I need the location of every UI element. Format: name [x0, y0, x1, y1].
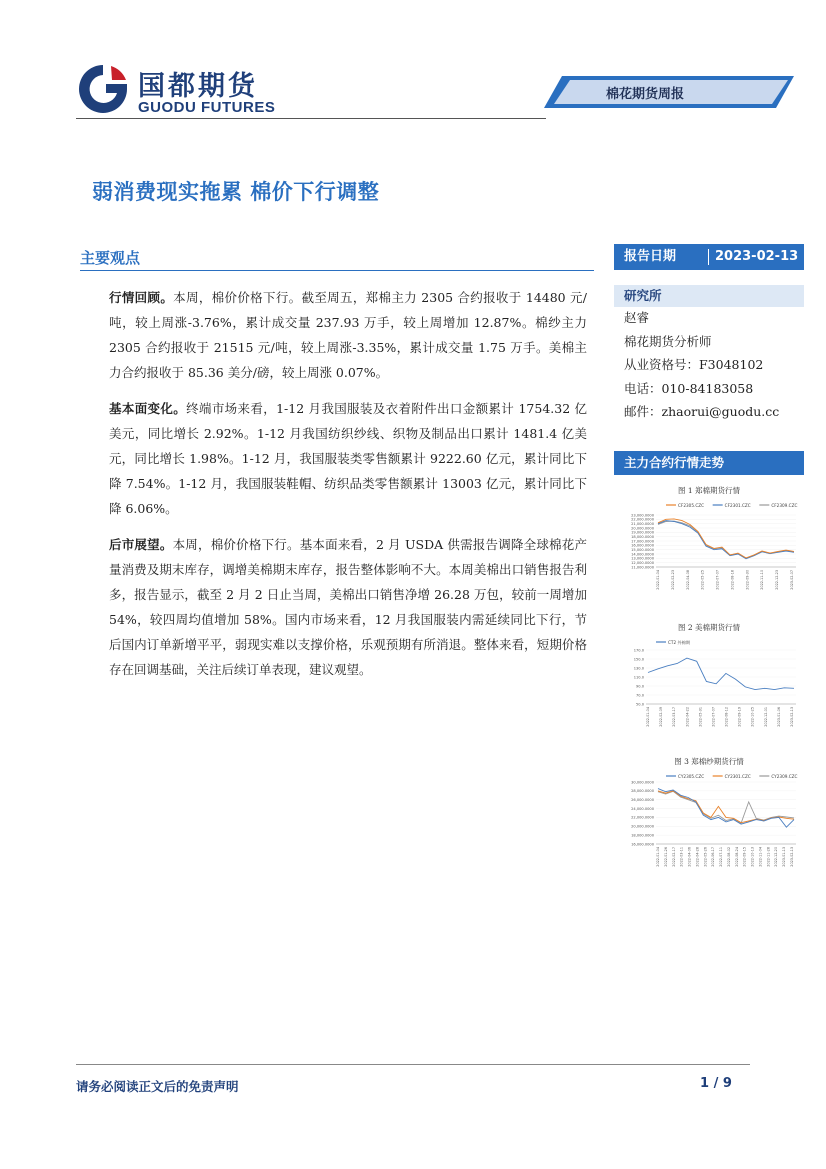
series-line-0 [648, 658, 794, 690]
chart-2-us-cotton [624, 634, 800, 734]
x-tick-label: 2022-05-26 [703, 847, 708, 867]
x-tick-label: 2022-02-17 [671, 847, 676, 867]
paragraph-outlook [109, 532, 587, 682]
date-separator [708, 249, 709, 265]
report-date-value: 2023-02-13 [715, 249, 799, 264]
paragraph-lead: 基本面变化。 [109, 401, 187, 416]
x-tick-label: 2022-01-04 [656, 847, 660, 867]
y-tick-label: 18,000.0000 [631, 833, 654, 838]
y-tick-label: 15,000.0000 [631, 547, 654, 552]
x-tick-label: 2022-02-09 [659, 707, 664, 727]
y-tick-label: 14,000.0000 [631, 552, 654, 557]
x-tick-label: 2022-01-26 [663, 847, 668, 867]
section-heading: 主要观点 [80, 249, 141, 267]
report-date-label: 报告日期 [624, 249, 677, 264]
paragraph-text: 本周，棉价价格下行。基本面来看，2 月 USDA 供需报告调降全球棉花产量消费及期末库存，调增美棉期末库存，报告整体影响不大。本周美棉出口销售报告利多，报告显示，截至 2 月 2 日止当周，美棉出口销售净增 26.28 万包，较前一周增加 54%，较四周均值增加 58%。国内市场来看，12 月我国服装内需延续同比下行，节后国内订单新增平平，弱现实难以支撑价格，乐观预期有所消退。整体来看，短期价格存在回调基础，关注后续订单表现，建议观望。 [109, 537, 587, 677]
y-tick-label: 30,000.0000 [631, 780, 654, 785]
guodu-logo-icon [76, 62, 130, 116]
x-tick-label: 2023-02-07 [790, 570, 794, 590]
x-tick-label: 2022-03-17 [672, 707, 677, 727]
x-tick-label: 2022-05-25 [700, 570, 705, 590]
legend-label: CT2 外棉期 [668, 640, 691, 645]
analyst-email[interactable]: 邮件：zhaorui@guodu.cc [624, 404, 780, 419]
chart-3-cotton-yarn [624, 768, 800, 876]
page-number: 1 / 9 [700, 1076, 732, 1091]
paragraph-fundamentals [109, 396, 587, 521]
chart-3-title: 图 3 郑棉纱期货行情 [674, 757, 744, 766]
y-tick-label: 20,000.0000 [631, 824, 654, 829]
y-tick-label: 70.0 [635, 693, 644, 698]
y-tick-label: 150.0 [633, 657, 644, 662]
institute-heading: 研究所 [614, 285, 804, 307]
analyst-name: 赵睿 [624, 310, 650, 325]
y-tick-label: 50.0 [635, 702, 644, 707]
x-tick-label: 2022-07-07 [715, 570, 720, 590]
y-tick-label: 17,000.0000 [631, 539, 654, 544]
page-title: 弱消费现实拖累 棉价下行调整 [92, 180, 380, 204]
analyst-license: 从业资格号：F3048102 [624, 357, 764, 372]
y-tick-label: 26,000.0000 [631, 798, 654, 803]
x-tick-label: 2022-07-07 [711, 707, 716, 727]
x-tick-label: 2022-12-23 [775, 570, 780, 590]
x-tick-label: 2023-01-13 [782, 847, 787, 867]
y-tick-label: 18,000.0000 [631, 534, 654, 539]
y-tick-label: 130.0 [633, 666, 644, 671]
x-tick-label: 2022-12-01 [763, 707, 768, 727]
x-tick-label: 2022-04-08 [685, 570, 690, 590]
analyst-contact [624, 306, 779, 424]
paragraph-lead: 行情回顾。 [109, 290, 174, 305]
x-tick-label: 2022-01-04 [646, 707, 650, 727]
analyst-phone: 电话：010-84183058 [624, 380, 754, 396]
footer-divider [76, 1064, 750, 1065]
header-divider [76, 118, 546, 119]
y-tick-label: 28,000.0000 [631, 789, 654, 794]
x-tick-label: 2022-04-06 [687, 847, 692, 867]
report-date-box [614, 244, 804, 270]
x-tick-label: 2023-02-13 [790, 707, 794, 727]
trend-heading: 主力合约行情走势 [614, 451, 804, 475]
x-tick-label: 2023-01-06 [776, 707, 781, 727]
x-tick-label: 2022-10-13 [750, 847, 755, 867]
chart-2-title: 图 2 美棉期货行情 [677, 623, 741, 632]
chart-1-title: 图 1 郑棉期货行情 [677, 486, 741, 495]
y-tick-label: 20,000.0000 [631, 526, 654, 531]
y-tick-label: 23,000.0000 [631, 513, 654, 518]
x-tick-label: 2023-02-13 [790, 847, 794, 867]
legend-label: CF2309.CZC [771, 503, 798, 508]
footer-disclaimer[interactable]: 请务必阅读正文后的免责声明 [76, 1079, 239, 1094]
y-tick-label: 22,000.0000 [631, 815, 654, 820]
paragraph-lead: 后市展望。 [109, 537, 173, 552]
y-tick-label: 13,000.0000 [631, 556, 654, 561]
x-tick-label: 2022-09-15 [742, 847, 747, 867]
y-tick-label: 21,000.0000 [631, 521, 654, 526]
paragraph-text: 本周，棉价价格下行。截至周五，郑棉主力 2305 合约报收于 14480 元/吨，较上周涨-3.76%，累计成交量 237.93 万手，较上周增加 12.87%。棉纱主力 2305 合约报收于 21515 元/吨，较上周涨-3.35%，累计成交量 1.75 万手。美棉主力合约报收于 85.36 美分/磅，较上周涨 0.07%。 [109, 290, 587, 380]
y-tick-label: 22,000.0000 [631, 517, 654, 522]
x-tick-label: 2022-08-02 [726, 847, 731, 867]
y-tick-label: 90.0 [635, 684, 644, 689]
y-tick-label: 19,000.0000 [631, 530, 654, 535]
x-tick-label: 2022-11-28 [766, 847, 771, 867]
logo-text-cn: 国都期货 [138, 71, 258, 102]
y-tick-label: 11,000.0000 [631, 565, 654, 570]
x-tick-label: 2022-04-22 [685, 707, 690, 727]
paragraph-market-review [109, 285, 587, 385]
paragraph-text: 终端市场来看，1-12 月我国服装及衣着附件出口金额累计 1754.32 亿美元，同比增长 2.92%。1-12 月我国纺织纱线、织物及制品出口累计 1481.4 亿美元，同比增长 1.98%。1-12 月，我国服装类零售额累计 9222.60 亿元，累计同比下降 7.54%。1-12 月，我国服装鞋帽、纺织品类零售额累计 13003 亿元，累计同比下降 6.06%。 [109, 401, 587, 516]
legend-label: CY2309.CZC [771, 774, 798, 779]
legend-label: CF2305.CZC [678, 503, 705, 508]
x-tick-label: 2022-05-31 [698, 707, 703, 727]
y-tick-label: 16,000.0000 [631, 842, 654, 847]
legend-label: CF2301.CZC [724, 503, 751, 508]
report-type-label: 棉花期货周报 [606, 87, 685, 102]
x-tick-label: 2022-06-17 [711, 847, 716, 867]
x-tick-label: 2022-08-24 [734, 847, 739, 867]
x-tick-label: 2022-07-11 [719, 847, 724, 867]
x-tick-label: 2022-12-20 [774, 847, 779, 867]
y-tick-label: 110.0 [633, 675, 644, 680]
y-tick-label: 170.0 [633, 648, 644, 653]
main-body [109, 285, 587, 693]
chart-1-zhengzhou-cotton [624, 497, 800, 609]
x-tick-label: 2022-02-23 [670, 570, 675, 590]
y-tick-label: 16,000.0000 [631, 543, 654, 548]
x-tick-label: 2022-09-30 [745, 570, 750, 590]
x-tick-label: 2022-04-28 [695, 847, 700, 867]
x-tick-label: 2022-01-04 [656, 570, 660, 590]
x-tick-label: 2022-03-11 [679, 847, 684, 867]
y-tick-label: 12,000.0000 [631, 560, 654, 565]
x-tick-label: 2022-09-19 [737, 707, 742, 727]
y-tick-label: 24,000.0000 [631, 806, 654, 811]
x-tick-label: 2022-11-04 [758, 847, 763, 867]
analyst-title: 棉花期货分析师 [624, 333, 712, 349]
x-tick-label: 2022-08-12 [724, 707, 729, 727]
logo-text-en: GUODU FUTURES [138, 99, 276, 116]
series-line-1 [658, 521, 794, 559]
x-tick-label: 2022-11-10 [760, 570, 765, 590]
section-divider [80, 270, 594, 271]
x-tick-label: 2022-10-25 [750, 707, 755, 727]
legend-label: CY2301.CZC [724, 774, 751, 779]
legend-label: CY2305.CZC [678, 774, 705, 779]
x-tick-label: 2022-08-18 [730, 570, 735, 590]
